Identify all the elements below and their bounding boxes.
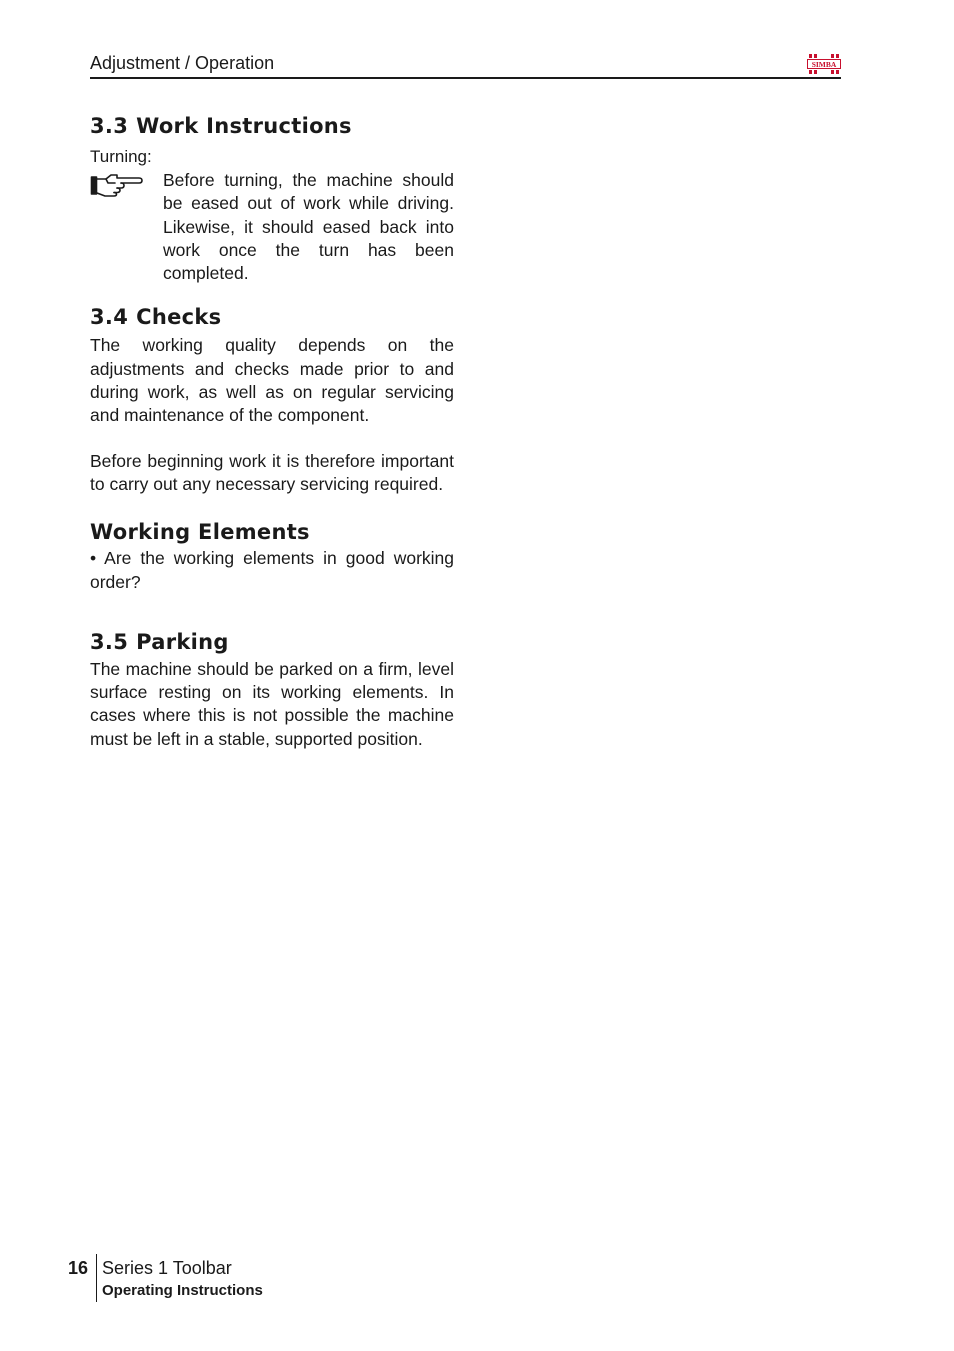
section-parking: [90, 628, 454, 751]
working-elements-bullet: • Are the working elements in good working order?: [90, 548, 454, 592]
section-number: 3.3: [90, 114, 129, 138]
section-title: Work Instructions: [136, 114, 352, 138]
checks-paragraph-2: Before beginning work it is therefore important to carry out any necessary servicing required.: [90, 450, 454, 494]
section-work-instructions: [90, 112, 454, 285]
section-heading: Working Elements: [90, 520, 310, 545]
checks-paragraph-1: The working quality depends on the adjustments and checks made prior to and during work, as well as on regular servicing and maintenance of the component.: [90, 335, 454, 426]
footer-subtitle: Operating Instructions: [102, 1282, 263, 1299]
parking-paragraph: The machine should be parked on a firm, level surface resting on its working elements. In cases where this is not possible the machine must be left in a stable, supported position.: [90, 658, 454, 749]
page-header: [90, 50, 841, 79]
footer-divider: [96, 1254, 97, 1302]
section-heading: [90, 112, 454, 140]
section-number: 3.4: [90, 305, 129, 330]
turning-label: Turning:: [90, 147, 152, 166]
section-title: Checks: [136, 305, 222, 330]
section-checks: [90, 303, 454, 496]
svg-text:SIMBA: SIMBA: [811, 60, 837, 69]
footer-series: Series 1 Toolbar: [102, 1258, 232, 1278]
turning-note-text: Before turning, the machine should be eased out of work while driving. Likewise, it should eased back into work once the turn has been completed.: [163, 170, 454, 284]
section-heading: [90, 628, 454, 656]
header-title: Adjustment / Operation: [90, 53, 275, 73]
note-block: [90, 169, 454, 285]
section-number: 3.5: [90, 629, 129, 654]
section-working-elements: [90, 518, 454, 594]
simba-logo: [807, 54, 841, 74]
main-content: [90, 112, 454, 751]
section-title: Parking: [136, 629, 229, 654]
section-heading: [90, 303, 454, 331]
page-number: 16: [68, 1258, 89, 1278]
pointing-hand-icon: [90, 171, 144, 197]
